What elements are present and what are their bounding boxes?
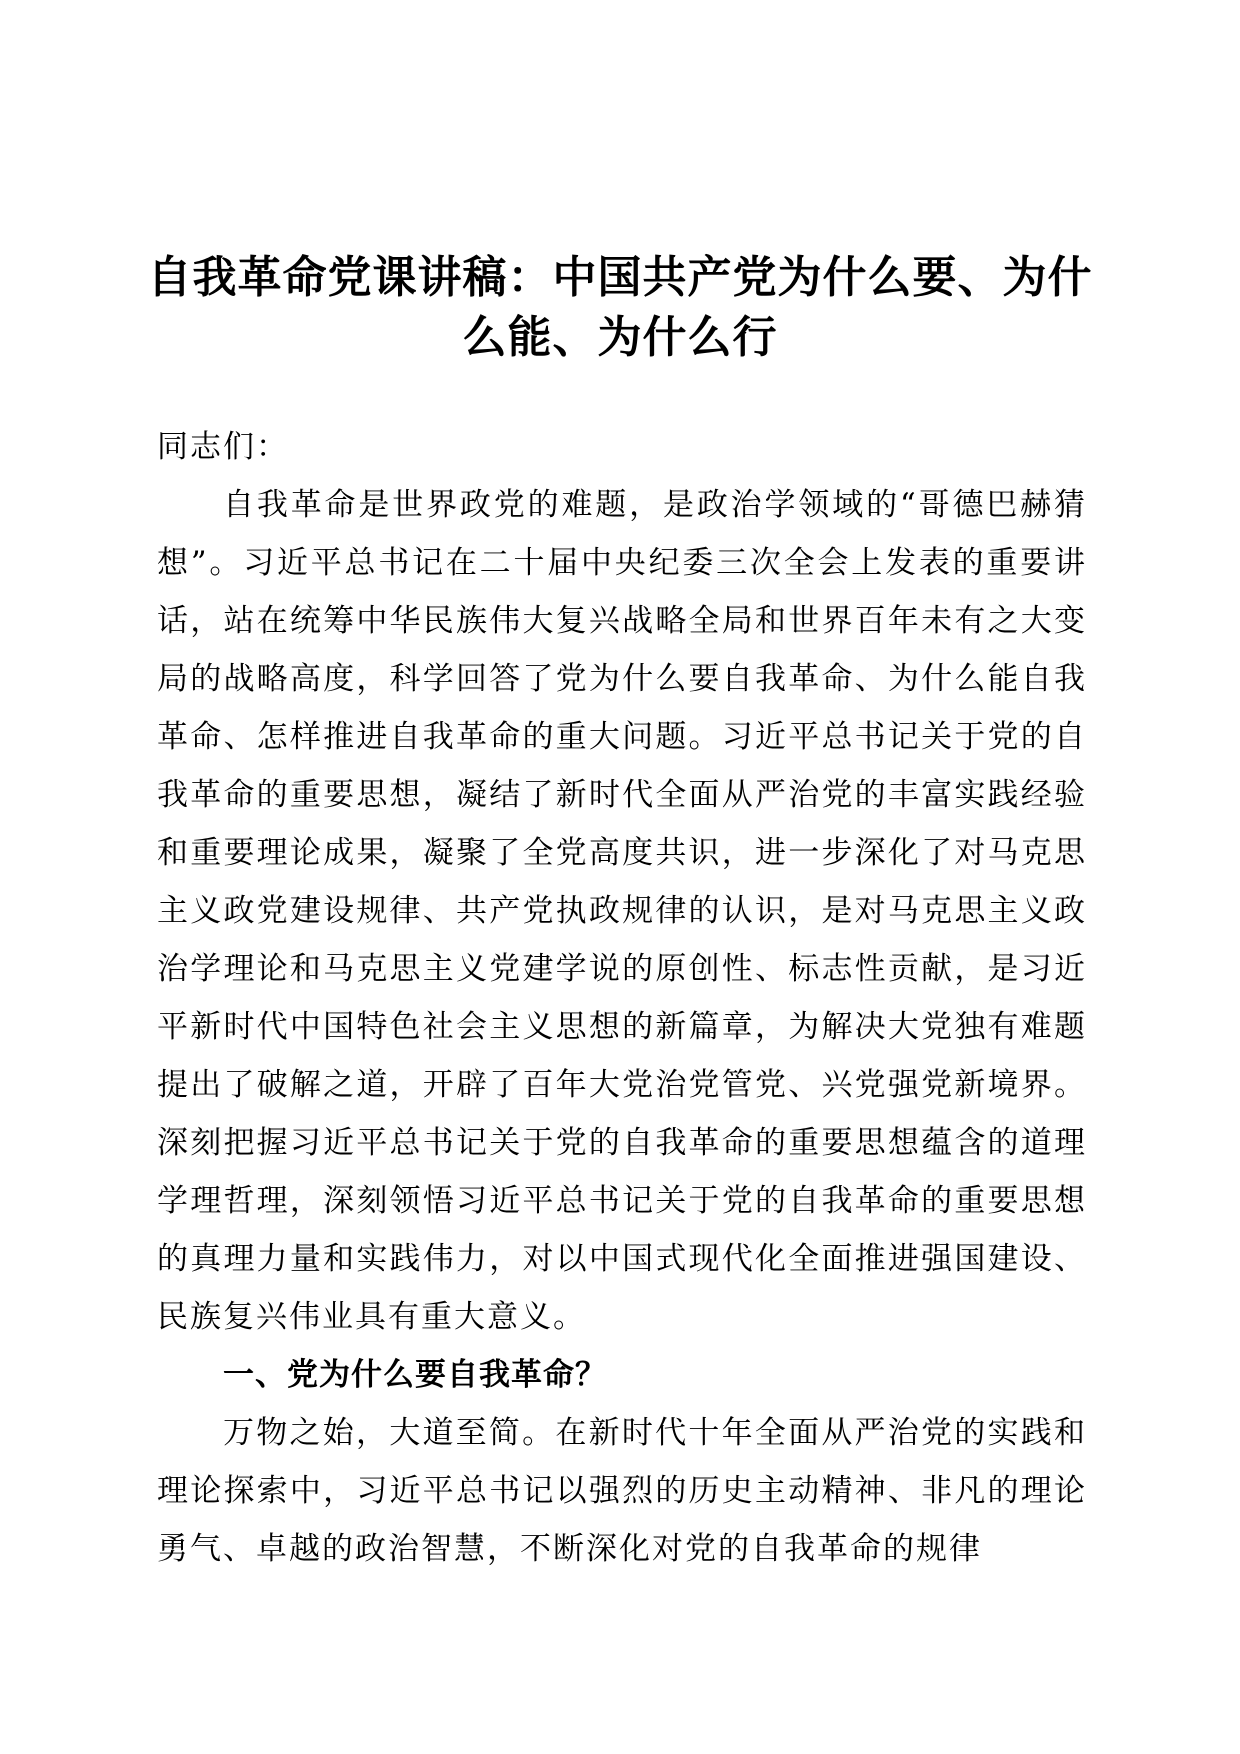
intro-paragraph: 自我革命是世界政党的难题，是政治学领域的“哥德巴赫猜想”。习近平总书记在二十届中央纪委三次全会上发表的重要讲话，站在统筹中华民族伟大复兴战略全局和世界百年未有之大变局的战略高度，科学回答了党为什么要自我革命、为什么能自我革命、怎样推进自我革命的重大问题。习近平总书记关于党的自我革命的重要思想，凝结了新时代全面从严治党的丰富实践经验和重要理论成果，凝聚了全党高度共识，进一步深化了对马克思主义政党建设规律、共产党执政规律的认识，是对马克思主义政治学理论和马克思主义党建学说的原创性、标志性贡献，是习近平新时代中国特色社会主义思想的新篇章，为解决大党独有难题提出了破解之道，开辟了百年大党治党管党、兴党强党新境界。深刻把握习近平总书记关于党的自我革命的重要思想蕴含的道理学理哲理，深刻领悟习近平总书记关于党的自我革命的重要思想的真理力量和实践伟力，对以中国式现代化全面推进强国建设、民族复兴伟业具有重大意义。 [157,487,1087,1335]
section-1-paragraph: 万物之始，大道至简。在新时代十年全面从严治党的实践和理论探索中，习近平总书记以强烈的历史主动精神、非凡的理论勇气、卓越的政治智慧，不断深化对党的自我革命的规律 [157,1415,1087,1567]
document-body [157,418,1087,1578]
document-title: 自我革命党课讲稿：中国共产党为什么要、为什么能、为什么行 [147,252,1093,363]
salutation: 同志们： [157,429,289,465]
section-heading-1: 一、党为什么要自我革命？ [223,1357,607,1393]
